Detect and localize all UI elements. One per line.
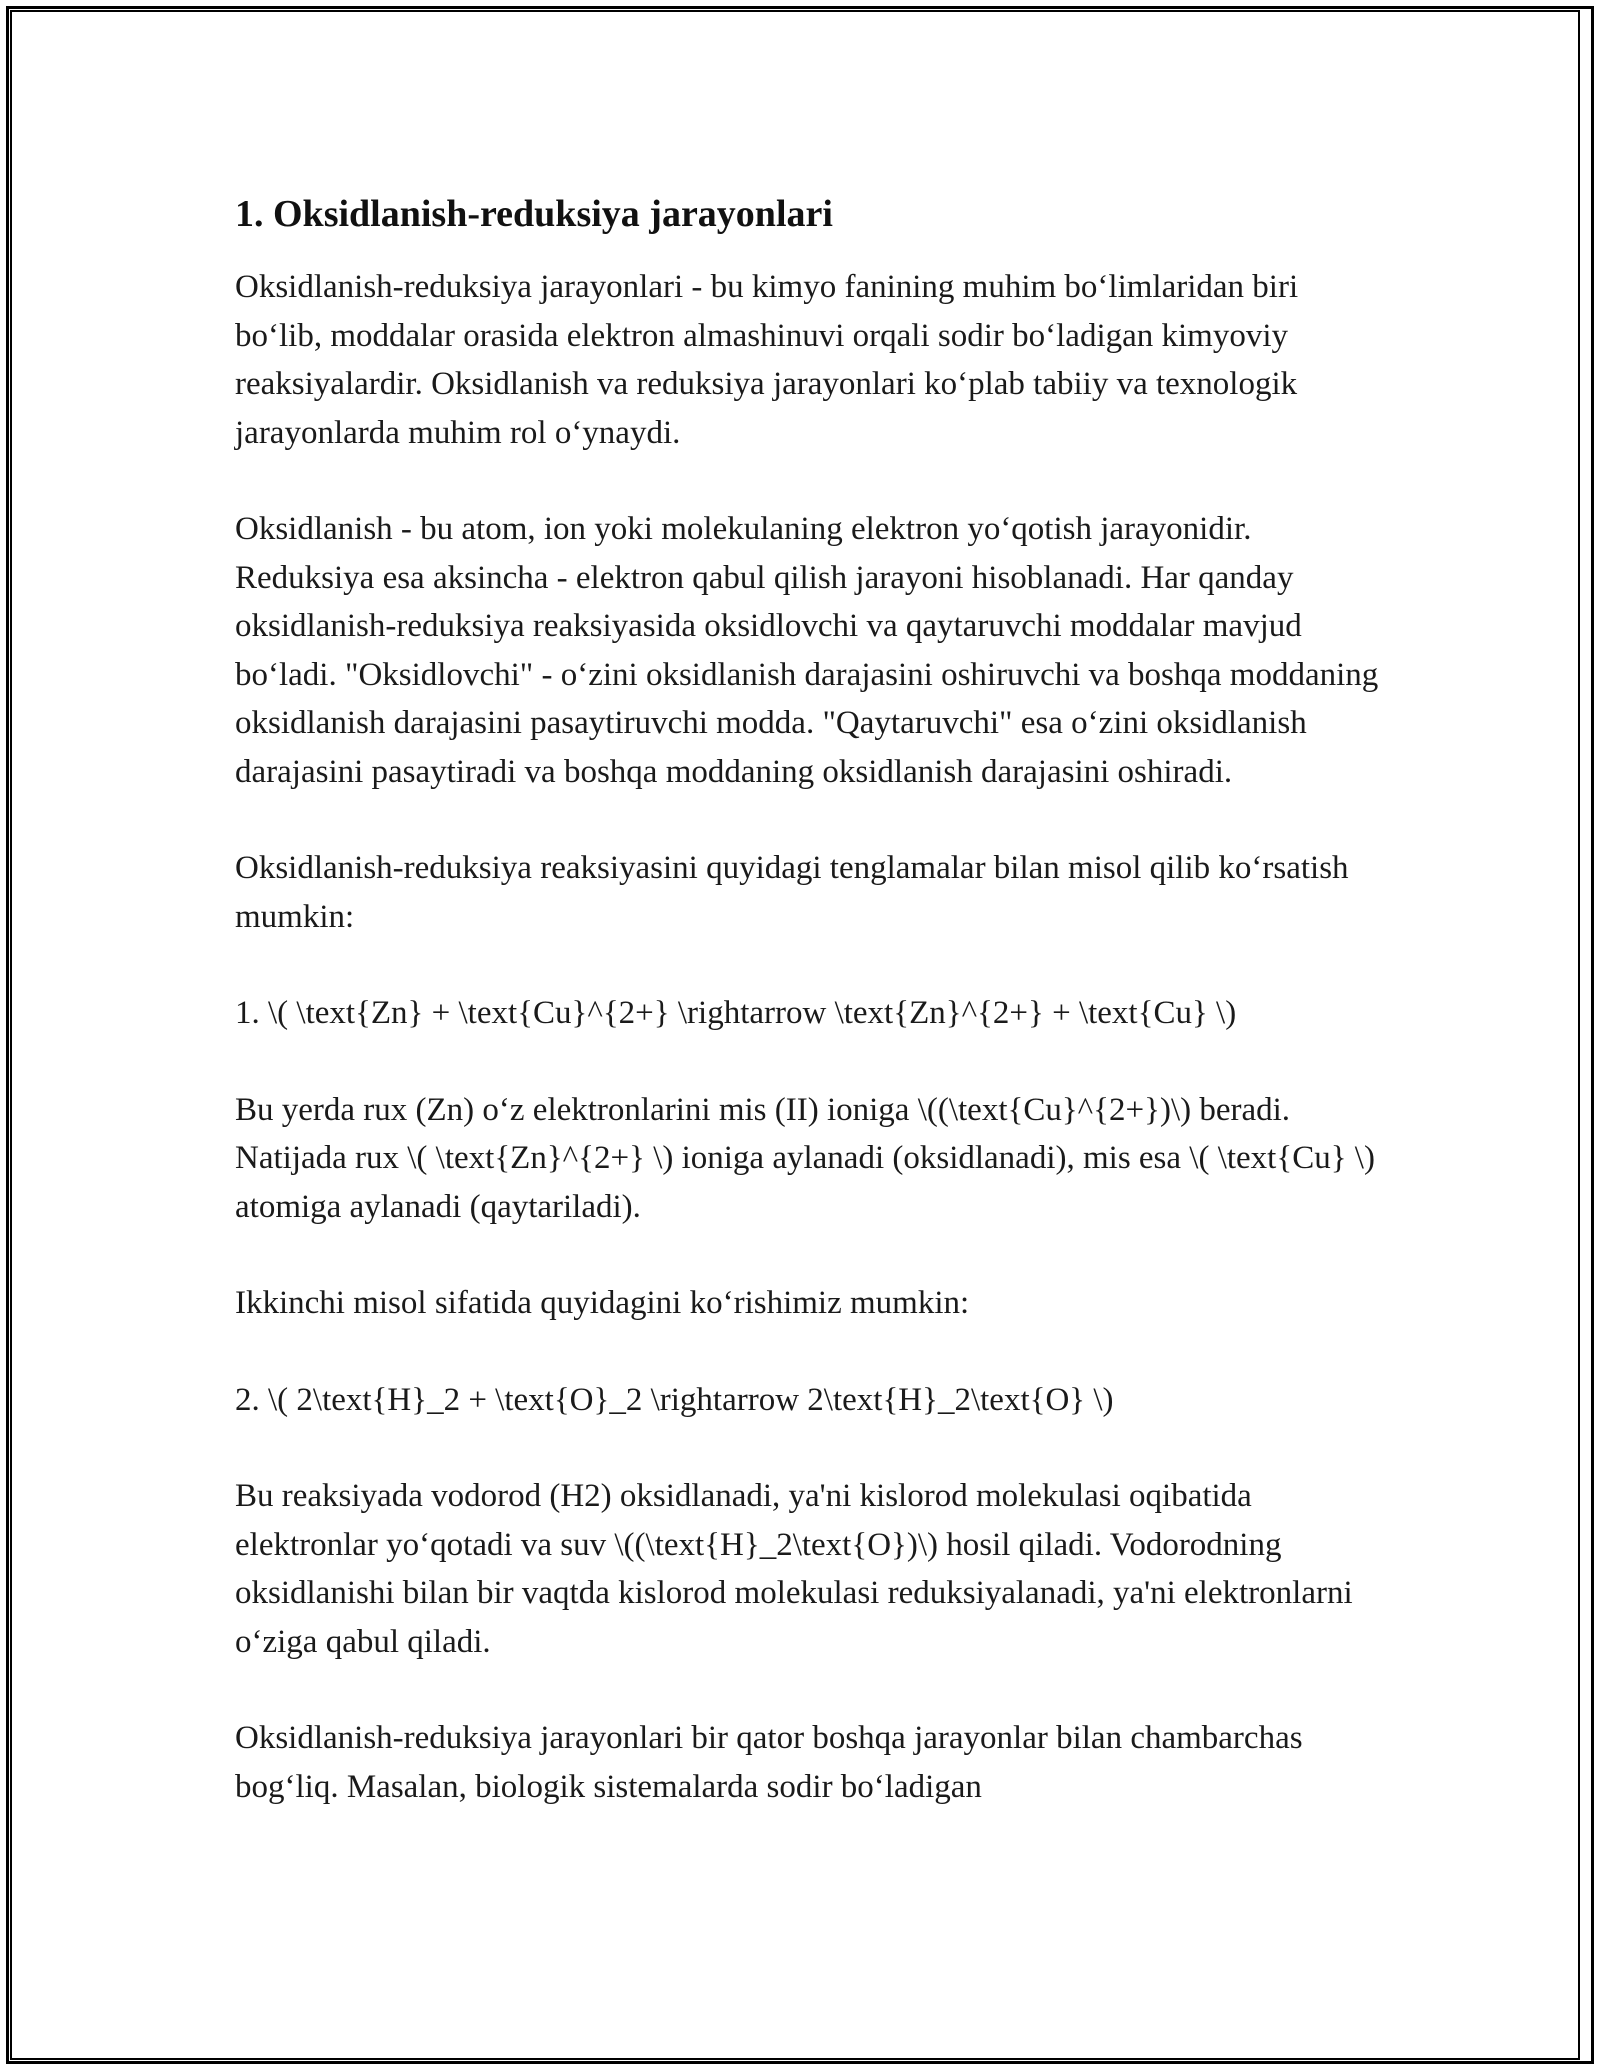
paragraph-equation-2-explanation: Bu reaksiyada vodorod (H2) oksidlanadi, ya'ni kislorod molekulasi oqibatida elektronlar yo‘qotadi va suv \((\text{H}_2\text{O})\) hosil qiladi. Vodorodning oksidlanishi bilan bir vaqtda kislorod molekulasi reduksiyalanadi, ya'ni elektronlarni o‘ziga qabul qiladi. bbox=[235, 1478, 1353, 1660]
paragraph-definitions: Oksidlanish - bu atom, ion yoki molekulaning elektron yo‘qotish jarayonidir. Reduksiya esa aksincha - elektron qabul qilish jarayoni hisoblanadi. Har qanday oksidlanish-reduksiya reaksiyasida oksidlovchi va qaytaruvchi moddalar mavjud bo‘ladi. "Oksidlovchi" - o‘zini oksidlanish darajasini oshiruvchi va boshqa moddaning oksidlanish darajasini pasaytiruvchi modda. "Qaytaruvchi" esa o‘zini oksidlanish darajasini pasaytiradi va boshqa moddaning oksidlanish darajasini oshiradi. bbox=[235, 511, 1379, 790]
paragraph-examples-intro: Oksidlanish-reduksiya reaksiyasini quyidagi tenglamalar bilan misol qilib ko‘rsatish mumkin: bbox=[235, 850, 1349, 935]
paragraph-closing: Oksidlanish-reduksiya jarayonlari bir qator boshqa jarayonlar bilan chambarchas bog‘liq. Masalan, biologik sistemalarda sodir bo‘ladigan bbox=[235, 1720, 1303, 1805]
section-heading: 1. Oksidlanish-reduksiya jarayonlari bbox=[235, 193, 833, 235]
document-body bbox=[235, 186, 1385, 1859]
equation-1: 1. \( \text{Zn} + \text{Cu}^{2+} \rightarrow \text{Zn}^{2+} + \text{Cu} \) bbox=[235, 995, 1237, 1031]
equation-2: 2. \( 2\text{H}_2 + \text{O}_2 \rightarrow 2\text{H}_2\text{O} \) bbox=[235, 1381, 1114, 1418]
paragraph-equation-1-explanation: Bu yerda rux (Zn) o‘z elektronlarini mis (II) ioniga \((\text{Cu}^{2+})\) beradi. Natijada rux \( \text{Zn}^{2+} \) ioniga aylanadi (oksidlanadi), mis esa \( \text{Cu} \) atomiga aylanadi (qaytariladi). bbox=[235, 1091, 1375, 1225]
paragraph-intro: Oksidlanish-reduksiya jarayonlari - bu kimyo fanining muhim bo‘limlaridan biri bo‘lib, moddalar orasida elektron almashinuvi orqali sodir bo‘ladigan kimyoviy reaksiyalardir. Oksidlanish va reduksiya jarayonlari ko‘plab tabiiy va texnologik jarayonlarda muhim rol o‘ynaydi. bbox=[235, 269, 1299, 451]
paragraph-second-example-intro: Ikkinchi misol sifatida quyidagini ko‘rishimiz mumkin: bbox=[235, 1285, 970, 1321]
